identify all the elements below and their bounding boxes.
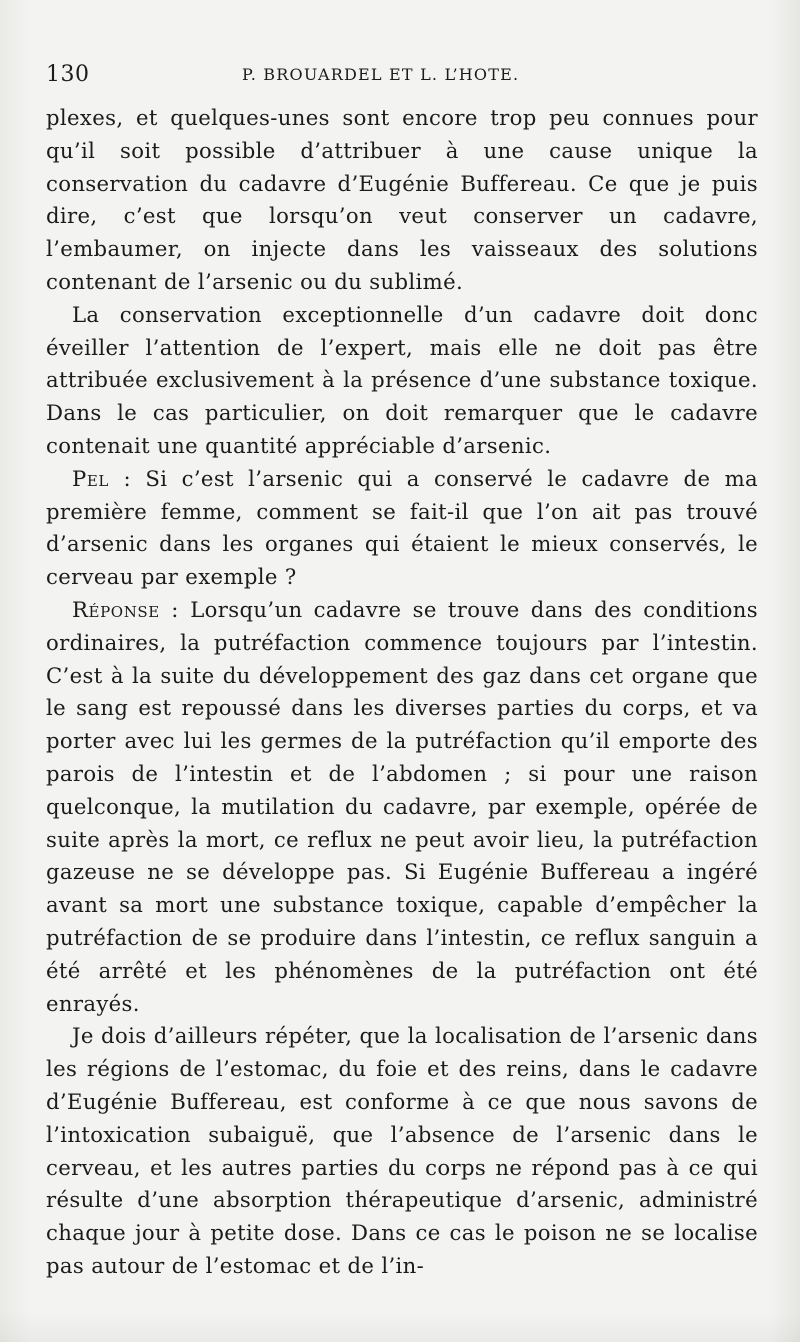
paragraph-text: Si c’est l’arsenic qui a conservé le cadavre de ma première femme, comment se fait-il que l’on ait pas trouvé d’arsenic dans les organes qui étaient le mieux conservés, le cerveau par exemple ?: [46, 465, 758, 590]
paragraph: [46, 102, 758, 299]
speaker-label: Pel :: [72, 465, 132, 491]
speaker-label: Réponse :: [72, 596, 180, 622]
page-number: 130: [46, 62, 90, 87]
paragraph: [46, 299, 758, 463]
dialogue-paragraph: [46, 594, 758, 1020]
paragraph-text: plexes, et quelques-unes sont encore trop peu connues pour qu’il soit possible d’attribuer à une cause unique la conservation du cadavre d’Eugénie Buffereau. Ce que je puis dire, c’est que lorsqu’on veut conserver un cadavre, l’embaumer, on injecte dans les vaisseaux des solutions contenant de l’arsenic ou du sublimé.: [46, 105, 758, 294]
paragraph-text: Lorsqu’un cadavre se trouve dans des conditions ordinaires, la putréfaction commence toujours par l’intestin. C’est à la suite du développement des gaz dans cet organe que le sang est repoussé dans les diverses parties du corps, et va porter avec lui les germes de la putréfaction qu’il emporte des parois de l’intestin et de l’abdomen ; si pour une raison quelconque, la mutilation du cadavre, par exemple, opérée de suite après la mort, ce reflux ne peut avoir lieu, la putréfaction gazeuse ne se développe pas. Si Eugénie Buffereau a ingéré avant sa mort une substance toxique, capable d’empêcher la putréfaction de se produire dans l’intestin, ce reflux sanguin a été arrêté et les phénomènes de la putréfaction ont été enrayés.: [46, 596, 758, 1016]
paragraph-text: La conservation exceptionnelle d’un cadavre doit donc éveiller l’attention de l’expert, mais elle ne doit pas être attribuée exclusivement à la présence d’une substance toxique. Dans le cas particulier, on doit remarquer que le cadavre contenait une quantité appréciable d’arsenic.: [46, 301, 758, 458]
body-text: [46, 102, 758, 1283]
paragraph-text: Je dois d’ailleurs répéter, que la localisation de l’arsenic dans les régions de l’estomac, du foie et des reins, dans le cadavre d’Eugénie Buffereau, est conforme à ce que nous savons de l’intoxication subaiguë, que l’absence de l’arsenic dans le cerveau, et les autres parties du corps ne répond pas à ce qui résulte d’une absorption thérapeutique d’arsenic, administré chaque jour à petite dose. Dans ce cas le poison ne se localise pas autour de l’estomac et de l’in-: [46, 1023, 758, 1278]
dialogue-paragraph: [46, 463, 758, 594]
running-head: P. BROUARDEL ET L. L’HOTE.: [242, 65, 520, 84]
paragraph: [46, 1020, 758, 1282]
page-header: [46, 62, 758, 92]
page-bottom-shadow: [0, 1312, 800, 1342]
